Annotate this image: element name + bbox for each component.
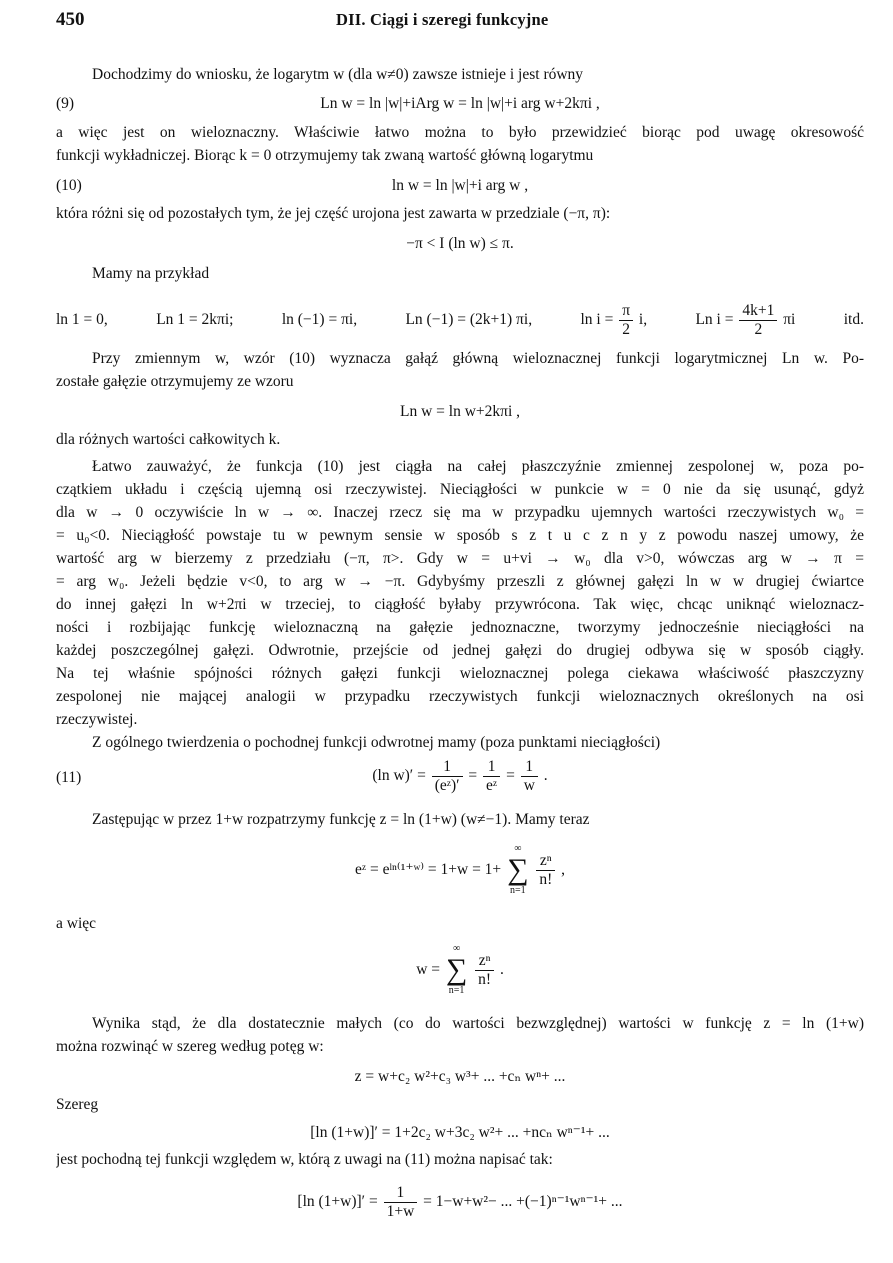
equation-number: (11) bbox=[56, 769, 82, 786]
example: ln (−1) = πi, bbox=[281, 311, 358, 328]
text-line: zostałe gałęzie otrzymujemy ze wzoru bbox=[56, 373, 294, 390]
running-head: DII. Ciągi i szeregi funkcyjne bbox=[336, 10, 549, 29]
sum-upper: ∞ bbox=[453, 943, 461, 955]
text-line: funkcji wykładniczej. Biorąc k = 0 otrzymujemy tak zwaną wartość główną logarytmu bbox=[56, 147, 594, 164]
page-number: 450 bbox=[56, 9, 85, 30]
example: Ln (−1) = (2k+1) πi, bbox=[405, 311, 533, 328]
equals-sign: = bbox=[468, 767, 478, 784]
denominator: 2 bbox=[622, 320, 630, 338]
equation-lhs: w = bbox=[416, 961, 440, 978]
text-line: wartość arg w bierzemy z przedziału (−π, π>. Gdy w = u+vi → w₀ dla v>0, wówczas arg w → π = bbox=[56, 550, 864, 567]
numerator: π bbox=[619, 302, 633, 321]
derivative-series: [ln (1+w)]′ = 1+2c₂ w+3c₂ w²+ ... +ncₙ wⁿ⁻¹+ ... bbox=[310, 1124, 610, 1141]
text-line: która różni się od pozostałych tym, że jej część urojona jest zawarta w przedziale (−π, π): bbox=[56, 205, 611, 222]
text-line: zespolonej nie mającej analogii w przypadku rzeczywistych funkcji wieloznacznych określonych na osi bbox=[56, 688, 864, 705]
text-line: czątkiem układu i częścią ujemną osi rzeczywistej. Nieciągłości w punkcie w = 0 nie da się usunąć, gdyż bbox=[56, 481, 864, 498]
branch-formula: Ln w = ln w+2kπi , bbox=[399, 403, 521, 420]
numerator: zⁿ bbox=[475, 952, 494, 971]
denominator: eᶻ bbox=[486, 776, 498, 794]
example-rhs: πi bbox=[783, 311, 796, 328]
text-line: można rozwinąć w szereg według potęg w: bbox=[56, 1038, 324, 1055]
numerator: zⁿ bbox=[536, 852, 555, 871]
denominator: w bbox=[523, 776, 535, 794]
text-line: Dochodzimy do wniosku, że logarytm w (dla w≠0) zawsze istnieje i jest równy bbox=[92, 66, 584, 83]
fraction bbox=[521, 758, 538, 795]
example: ln 1 = 0, bbox=[56, 311, 108, 328]
text-line: dla różnych wartości całkowitych k. bbox=[56, 431, 281, 448]
example: Ln 1 = 2kπi; bbox=[156, 311, 234, 328]
text-line: Mamy na przykład bbox=[92, 265, 210, 282]
fraction bbox=[384, 1184, 418, 1221]
text-line: a więc bbox=[56, 915, 97, 932]
text-line: Z ogólnego twierdzenia o pochodnej funkcji odwrotnej mamy (poza punktami nieciągłości) bbox=[92, 734, 661, 751]
final-equation bbox=[56, 1180, 864, 1224]
numerator: 1 bbox=[483, 758, 500, 777]
series-w-equation bbox=[56, 940, 864, 1000]
text-line: Szereg bbox=[56, 1096, 99, 1113]
fraction bbox=[483, 758, 500, 795]
exp-equation bbox=[56, 840, 864, 900]
comma: , bbox=[561, 861, 565, 878]
text-line: jest pochodną tej funkcji względem w, którą z uwagi na (11) można napisać tak: bbox=[56, 1151, 553, 1168]
example-lhs: Ln i = bbox=[695, 311, 734, 328]
denominator: 2 bbox=[754, 320, 763, 338]
denominator: n! bbox=[478, 970, 492, 988]
sigma-icon: ∑ bbox=[507, 853, 529, 887]
power-series: z = w+c₂ w²+c₃ w³+ ... +cₙ wⁿ+ ... bbox=[354, 1068, 566, 1085]
text-line: Na tej właśnie spójności różnych gałęzi funkcji wieloznacznej polega ciekawa właściwość płaszczyzny bbox=[56, 665, 864, 682]
fraction bbox=[432, 758, 463, 795]
equation-lhs: [ln (1+w)]′ = bbox=[297, 1193, 378, 1210]
numerator: 1 bbox=[432, 758, 463, 777]
equation-number: (9) bbox=[56, 95, 75, 112]
numerator: 1 bbox=[521, 758, 538, 777]
example-etc: itd. bbox=[843, 311, 864, 328]
sum-lower: n=1 bbox=[509, 885, 526, 897]
numerator: 1 bbox=[384, 1184, 418, 1203]
text-line: każdej poszczególnej gałęzi. Odwrotnie, przejście od jednej gałęzi do drugiej odbywa się w sposób ciągły. bbox=[56, 642, 864, 659]
denominator: 1+w bbox=[386, 1202, 415, 1220]
sum-symbol bbox=[446, 943, 467, 997]
denominator: n! bbox=[539, 870, 553, 888]
sum-upper: ∞ bbox=[514, 843, 522, 855]
inequality: −π < I (ln w) ≤ π. bbox=[406, 235, 514, 252]
text-line: Łatwo zauważyć, że funkcja (10) jest ciągła na całej płaszczyźnie zmiennej zespolonej w, poza po- bbox=[92, 458, 864, 475]
period: . bbox=[499, 961, 504, 978]
fraction bbox=[619, 302, 633, 339]
sum-symbol bbox=[507, 843, 528, 897]
text-line: = u₀<0. Nieciągłość powstaje tu w pewnym sensie w sposób s z t u c z n y z powodu naszej umowy, że bbox=[56, 527, 864, 544]
text-line: Zastępując w przez 1+w rozpatrzymy funkcję z = ln (1+w) (w≠−1). Mamy teraz bbox=[92, 811, 590, 828]
text-line: ności i rozbijając funkcję wieloznaczną na gałęzie jednoznaczne, tworzymy jednocześnie nieciągłości na bbox=[56, 619, 864, 636]
fraction bbox=[536, 852, 555, 889]
equation-lhs: eᶻ = eˡⁿ⁽¹⁺ʷ⁾ = 1+w = 1+ bbox=[354, 861, 502, 878]
equation-11 bbox=[56, 756, 864, 796]
text-line: rzeczywistej. bbox=[56, 711, 138, 728]
denominator: (eᶻ)′ bbox=[434, 776, 460, 794]
period: . bbox=[543, 767, 548, 784]
text-line: Wynika stąd, że dla dostatecznie małych (co do wartości bezwzględnej) wartości w funkcję z = ln (1+w) bbox=[92, 1015, 864, 1032]
example-lhs: ln i = bbox=[580, 311, 614, 328]
equation-9: Ln w = ln |w|+iArg w = ln |w|+i arg w+2kπi , bbox=[320, 95, 600, 112]
fraction bbox=[475, 952, 494, 989]
example-fraction bbox=[580, 300, 647, 340]
equation-10: ln w = ln |w|+i arg w , bbox=[391, 177, 529, 194]
equation-lhs: (ln w)′ = bbox=[372, 767, 426, 784]
text-line: Przy zmiennym w, wzór (10) wyznacza gałąź główną wieloznacznej funkcji logarytmicznej Ln w. Po- bbox=[92, 350, 864, 367]
fraction bbox=[739, 302, 777, 339]
equals-sign: = bbox=[506, 767, 515, 784]
text-line: do innej gałęzi ln w+2πi w trzeciej, to ciągłość byłaby przywrócona. Tak więc, chcąc uniknąć wieloznacz- bbox=[56, 596, 864, 613]
equation-rhs: = 1−w+w²− ... +(−1)ⁿ⁻¹wⁿ⁻¹+ ... bbox=[423, 1193, 623, 1210]
sigma-icon: ∑ bbox=[445, 953, 468, 987]
example-rhs: i, bbox=[638, 311, 648, 328]
sum-lower: n=1 bbox=[448, 985, 465, 997]
text-line: dla w → 0 oczywiście ln w → ∞. Inaczej rzecz się ma w przypadku ujemnych wartości rzeczywistych w₀ = bbox=[56, 504, 864, 521]
text-line: = arg w₀. Jeżeli będzie v<0, to arg w → −π. Gdybyśmy przeszli z głównej gałęzi ln w w drugiej ćwiartce bbox=[56, 573, 864, 590]
numerator: 4k+1 bbox=[739, 302, 777, 321]
example-fraction bbox=[695, 300, 795, 340]
examples-line bbox=[56, 300, 864, 340]
text-line: a więc jest on wieloznaczny. Właściwie łatwo można to było przewidzieć biorąc pod uwagę okresowość bbox=[56, 124, 864, 141]
equation-number: (10) bbox=[56, 177, 82, 194]
